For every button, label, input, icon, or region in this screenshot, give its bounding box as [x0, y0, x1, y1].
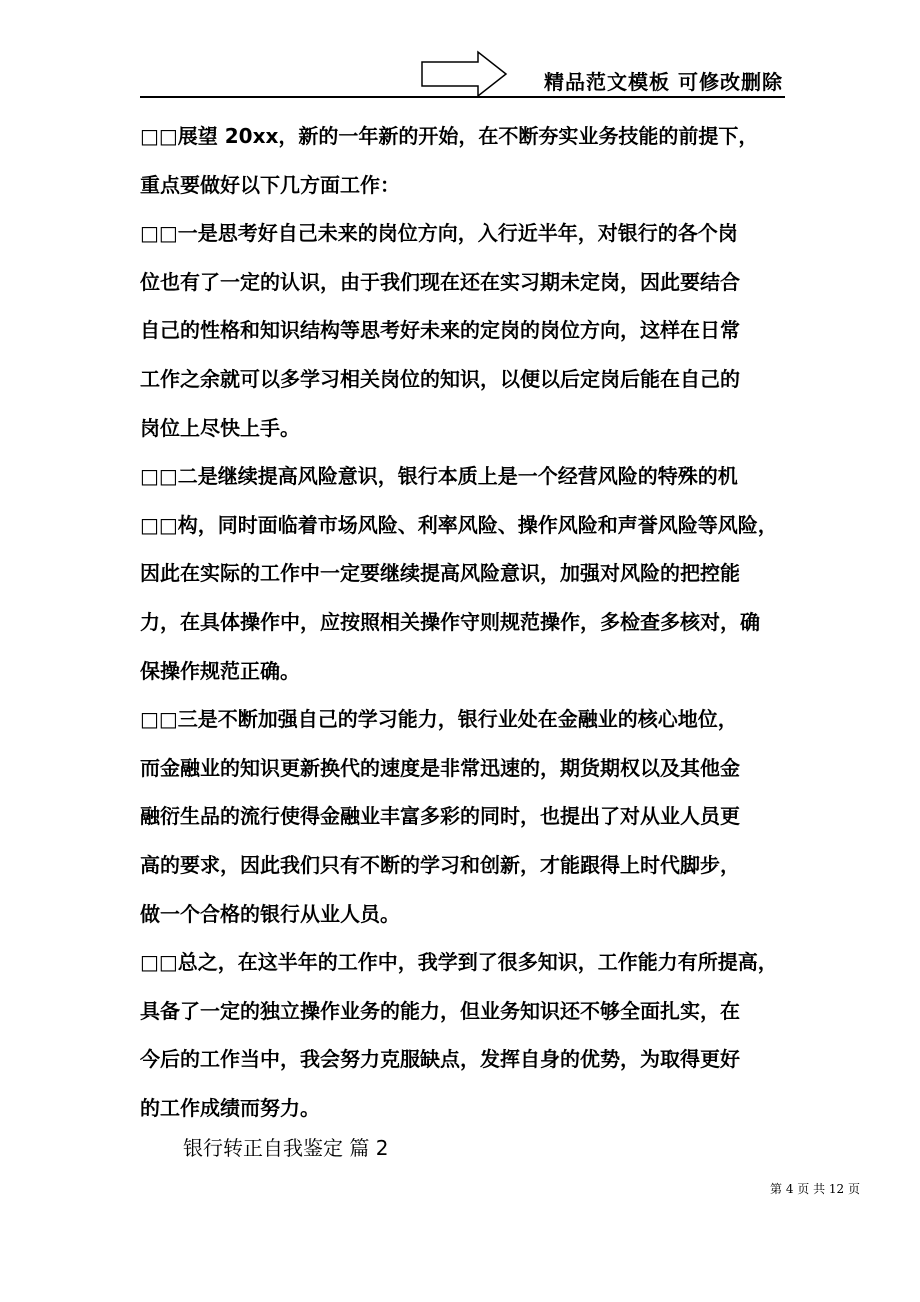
body-line: 的工作成绩而努力。: [140, 1095, 320, 1120]
body-line: 位也有了一定的认识，由于我们现在还在实习期未定岗，因此要结合: [140, 269, 740, 294]
header-title: 精品范文模板 可修改删除: [544, 70, 783, 94]
body-line: 工作之余就可以多学习相关岗位的知识，以便以后定岗后能在自己的: [140, 366, 740, 391]
page-number: 第 4 页 共 12 页: [770, 1182, 860, 1196]
body-line: 岗位上尽快上手。: [140, 415, 300, 440]
body-line: 保操作规范正确。: [140, 658, 300, 683]
body-line: □□总之，在这半年的工作中，我学到了很多知识，工作能力有所提高，: [140, 950, 778, 975]
body-line: 因此在实际的工作中一定要继续提高风险意识，加强对风险的把控能: [140, 561, 740, 586]
body-line: □□一是思考好自己未来的岗位方向，入行近半年，对银行的各个岗: [140, 221, 738, 246]
body-line: □□三是不断加强自己的学习能力，银行业处在金融业的核心地位，: [140, 707, 738, 732]
document-body: [140, 112, 790, 1132]
header-divider: [140, 96, 785, 98]
body-line: 融衍生品的流行使得金融业丰富多彩的同时，也提出了对从业人员更: [140, 804, 740, 829]
body-line: 高的要求，因此我们只有不断的学习和创新，才能跟得上时代脚步，: [140, 852, 740, 877]
body-line: 具备了一定的独立操作业务的能力，但业务知识还不够全面扎实，在: [140, 998, 740, 1023]
section-heading: 银行转正自我鉴定 篇 2: [183, 1136, 389, 1160]
body-line: 做一个合格的银行从业人员。: [140, 901, 400, 926]
body-line: 而金融业的知识更新换代的速度是非常迅速的，期货期权以及其他金: [140, 755, 740, 780]
body-line: 重点要做好以下几方面工作：: [140, 172, 400, 197]
body-line: □□构，同时面临着市场风险、利率风险、操作风险和声誉风险等风险，: [140, 512, 778, 537]
body-line: □□二是继续提高风险意识，银行本质上是一个经营风险的特殊的机: [140, 464, 738, 489]
body-line: □□展望 20xx，新的一年新的开始，在不断夯实业务技能的前提下，: [140, 124, 759, 148]
body-line: 力，在具体操作中，应按照相关操作守则规范操作，多检查多核对，确: [140, 609, 760, 634]
body-line: 自己的性格和知识结构等思考好未来的定岗的岗位方向，这样在日常: [140, 318, 740, 343]
body-line: 今后的工作当中，我会努力克服缺点，发挥自身的优势，为取得更好: [140, 1047, 740, 1072]
arrow-right-icon: [420, 50, 510, 98]
page-header: [140, 50, 785, 98]
